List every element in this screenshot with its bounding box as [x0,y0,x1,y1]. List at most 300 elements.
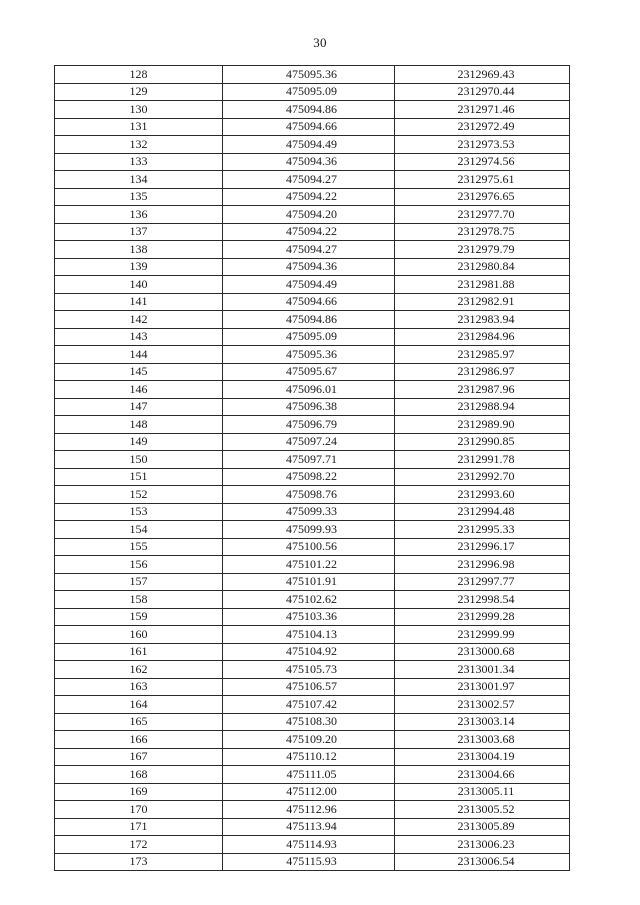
point-number-text: 128 [129,66,148,81]
table-row [55,661,570,679]
y-coordinate-cell [395,276,570,294]
y-coordinate-text: 2312995.33 [457,521,515,536]
point-number-text: 142 [129,311,148,326]
table-row [55,521,570,539]
y-coordinate-cell [395,328,570,346]
x-coordinate-cell [223,136,395,154]
y-coordinate-text: 2312994.48 [457,504,515,519]
x-coordinate-text: 475097.24 [286,434,337,449]
point-number-cell [55,521,223,539]
point-number-text: 149 [129,434,148,449]
point-number-cell [55,556,223,574]
x-coordinate-cell [223,416,395,434]
point-number-cell [55,416,223,434]
point-number-text: 167 [129,749,148,764]
point-number-cell [55,171,223,189]
y-coordinate-cell [395,608,570,626]
y-coordinate-cell [395,801,570,819]
y-coordinate-cell [395,626,570,644]
y-coordinate-text: 2312972.49 [457,119,515,134]
table-row [55,486,570,504]
table-row [55,783,570,801]
y-coordinate-text: 2312970.44 [457,84,515,99]
y-coordinate-text: 2312974.56 [457,154,515,169]
y-coordinate-text: 2313001.97 [457,679,515,694]
point-number-cell [55,801,223,819]
y-coordinate-text: 2312984.96 [457,329,515,344]
x-coordinate-cell [223,696,395,714]
table-row [55,538,570,556]
x-coordinate-text: 475100.56 [286,539,337,554]
x-coordinate-cell [223,591,395,609]
point-number-cell [55,503,223,521]
point-number-cell [55,241,223,259]
x-coordinate-text: 475108.30 [286,714,337,729]
table-row [55,748,570,766]
point-number-text: 151 [129,469,148,484]
x-coordinate-text: 475097.71 [286,451,337,466]
x-coordinate-cell [223,433,395,451]
table-row [55,503,570,521]
point-number-cell [55,311,223,329]
y-coordinate-cell [395,468,570,486]
y-coordinate-cell [395,223,570,241]
point-number-text: 130 [129,101,148,116]
y-coordinate-cell [395,188,570,206]
point-number-text: 171 [129,819,148,834]
x-coordinate-text: 475109.20 [286,731,337,746]
table-row [55,223,570,241]
y-coordinate-text: 2313004.19 [457,749,515,764]
x-coordinate-cell [223,486,395,504]
table-row [55,101,570,119]
point-number-cell [55,486,223,504]
point-number-cell [55,783,223,801]
x-coordinate-cell [223,643,395,661]
y-coordinate-cell [395,153,570,171]
point-number-text: 132 [129,136,148,151]
point-number-cell [55,188,223,206]
point-number-text: 157 [129,574,148,589]
x-coordinate-text: 475094.49 [286,276,337,291]
y-coordinate-cell [395,66,570,84]
y-coordinate-cell [395,101,570,119]
table-row [55,311,570,329]
point-number-cell [55,398,223,416]
y-coordinate-text: 2312976.65 [457,189,515,204]
point-number-text: 165 [129,714,148,729]
y-coordinate-cell [395,311,570,329]
table-row [55,153,570,171]
x-coordinate-cell [223,381,395,399]
table-row [55,276,570,294]
point-number-cell [55,608,223,626]
x-coordinate-cell [223,801,395,819]
point-number-text: 141 [129,294,148,309]
table-row [55,626,570,644]
y-coordinate-text: 2312996.17 [457,539,515,554]
table-row [55,643,570,661]
table-row [55,136,570,154]
x-coordinate-cell [223,451,395,469]
x-coordinate-text: 475099.33 [286,504,337,519]
point-number-cell [55,766,223,784]
table-row [55,731,570,749]
point-number-text: 169 [129,784,148,799]
table-row [55,451,570,469]
x-coordinate-cell [223,521,395,539]
x-coordinate-cell [223,626,395,644]
y-coordinate-cell [395,766,570,784]
point-number-text: 139 [129,259,148,274]
x-coordinate-text: 475105.73 [286,661,337,676]
point-number-text: 161 [129,644,148,659]
x-coordinate-cell [223,853,395,871]
x-coordinate-cell [223,118,395,136]
y-coordinate-cell [395,241,570,259]
table-row [55,818,570,836]
x-coordinate-text: 475094.66 [286,119,337,134]
point-number-cell [55,713,223,731]
point-number-cell [55,363,223,381]
point-number-cell [55,83,223,101]
table-row [55,591,570,609]
table-row [55,696,570,714]
point-number-cell [55,853,223,871]
table-row [55,573,570,591]
point-number-cell [55,591,223,609]
x-coordinate-text: 475113.94 [286,819,337,834]
point-number-cell [55,818,223,836]
table-row [55,66,570,84]
x-coordinate-cell [223,468,395,486]
table-row [55,678,570,696]
table-row [55,433,570,451]
y-coordinate-cell [395,818,570,836]
x-coordinate-cell [223,188,395,206]
table-row [55,363,570,381]
table-row [55,188,570,206]
x-coordinate-cell [223,241,395,259]
x-coordinate-cell [223,608,395,626]
y-coordinate-text: 2312975.61 [457,171,515,186]
y-coordinate-text: 2312979.79 [457,241,515,256]
x-coordinate-text: 475099.93 [286,521,337,536]
x-coordinate-text: 475094.86 [286,101,337,116]
y-coordinate-cell [395,136,570,154]
point-number-text: 158 [129,591,148,606]
y-coordinate-text: 2313001.34 [457,661,515,676]
y-coordinate-cell [395,591,570,609]
point-number-text: 138 [129,241,148,256]
x-coordinate-text: 475094.27 [286,241,337,256]
y-coordinate-cell [395,678,570,696]
point-number-cell [55,381,223,399]
y-coordinate-text: 2312993.60 [457,486,515,501]
x-coordinate-cell [223,171,395,189]
y-coordinate-cell [395,661,570,679]
point-number-text: 168 [129,766,148,781]
point-number-text: 153 [129,504,148,519]
point-number-cell [55,153,223,171]
table-row [55,608,570,626]
x-coordinate-text: 475104.92 [286,644,337,659]
y-coordinate-cell [395,363,570,381]
y-coordinate-cell [395,433,570,451]
table-row [55,118,570,136]
table-row [55,83,570,101]
coordinates-table [54,65,570,871]
point-number-text: 140 [129,276,148,291]
x-coordinate-cell [223,276,395,294]
y-coordinate-text: 2312986.97 [457,364,515,379]
y-coordinate-text: 2312971.46 [457,101,515,116]
point-number-text: 134 [129,171,148,186]
x-coordinate-text: 475094.27 [286,171,337,186]
point-number-text: 136 [129,206,148,221]
point-number-text: 154 [129,521,148,536]
point-number-text: 166 [129,731,148,746]
point-number-cell [55,748,223,766]
y-coordinate-cell [395,696,570,714]
y-coordinate-text: 2313006.54 [457,854,515,869]
point-number-text: 170 [129,801,148,816]
y-coordinate-cell [395,206,570,224]
y-coordinate-text: 2313002.57 [457,696,515,711]
y-coordinate-text: 2312997.77 [457,574,515,589]
x-coordinate-text: 475094.22 [286,224,337,239]
point-number-cell [55,346,223,364]
y-coordinate-cell [395,118,570,136]
y-coordinate-cell [395,521,570,539]
point-number-text: 152 [129,486,148,501]
point-number-cell [55,136,223,154]
y-coordinate-cell [395,556,570,574]
y-coordinate-text: 2312973.53 [457,136,515,151]
table-row [55,766,570,784]
x-coordinate-cell [223,766,395,784]
table-row [55,328,570,346]
point-number-text: 133 [129,154,148,169]
point-number-text: 148 [129,416,148,431]
point-number-cell [55,293,223,311]
x-coordinate-text: 475095.67 [286,364,337,379]
point-number-cell [55,731,223,749]
x-coordinate-cell [223,783,395,801]
x-coordinate-cell [223,398,395,416]
point-number-cell [55,206,223,224]
y-coordinate-cell [395,398,570,416]
x-coordinate-text: 475107.42 [286,696,337,711]
point-number-text: 129 [129,84,148,99]
point-number-cell [55,696,223,714]
point-number-text: 143 [129,329,148,344]
point-number-text: 137 [129,224,148,239]
x-coordinate-cell [223,661,395,679]
page-number: 30 [313,35,327,50]
point-number-text: 131 [129,119,148,134]
y-coordinate-text: 2312996.98 [457,556,515,571]
y-coordinate-text: 2313000.68 [457,644,515,659]
y-coordinate-text: 2313005.89 [457,819,515,834]
point-number-text: 145 [129,364,148,379]
point-number-text: 160 [129,626,148,641]
x-coordinate-text: 475106.57 [286,679,337,694]
y-coordinate-text: 2312999.99 [457,626,515,641]
table-row [55,293,570,311]
y-coordinate-cell [395,573,570,591]
x-coordinate-cell [223,836,395,854]
y-coordinate-text: 2312981.88 [457,276,515,291]
point-number-text: 146 [129,381,148,396]
point-number-text: 150 [129,451,148,466]
point-number-text: 173 [129,854,148,869]
x-coordinate-text: 475115.93 [286,854,337,869]
point-number-text: 156 [129,556,148,571]
point-number-cell [55,573,223,591]
x-coordinate-text: 475095.09 [286,84,337,99]
x-coordinate-cell [223,748,395,766]
y-coordinate-text: 2312992.70 [457,469,515,484]
x-coordinate-text: 475094.36 [286,154,337,169]
y-coordinate-cell [395,503,570,521]
y-coordinate-text: 2312999.28 [457,609,515,624]
x-coordinate-text: 475094.86 [286,311,337,326]
y-coordinate-text: 2313005.11 [457,784,515,799]
table-row [55,381,570,399]
point-number-text: 155 [129,539,148,554]
point-number-text: 135 [129,189,148,204]
point-number-text: 163 [129,679,148,694]
point-number-cell [55,836,223,854]
y-coordinate-text: 2312978.75 [457,224,515,239]
x-coordinate-text: 475094.20 [286,206,337,221]
y-coordinate-cell [395,713,570,731]
point-number-cell [55,643,223,661]
table-row [55,801,570,819]
point-number-text: 172 [129,836,148,851]
y-coordinate-cell [395,783,570,801]
y-coordinate-cell [395,748,570,766]
x-coordinate-cell [223,153,395,171]
table-row [55,836,570,854]
x-coordinate-text: 475101.91 [286,574,337,589]
x-coordinate-cell [223,101,395,119]
y-coordinate-text: 2313004.66 [457,766,515,781]
y-coordinate-text: 2312985.97 [457,346,515,361]
x-coordinate-text: 475096.01 [286,381,337,396]
x-coordinate-text: 475095.36 [286,66,337,81]
point-number-text: 147 [129,399,148,414]
table-row [55,468,570,486]
point-number-cell [55,661,223,679]
x-coordinate-text: 475098.76 [286,486,337,501]
table-row [55,398,570,416]
coordinates-table-body [55,66,570,871]
x-coordinate-text: 475094.49 [286,136,337,151]
x-coordinate-cell [223,311,395,329]
y-coordinate-cell [395,836,570,854]
y-coordinate-text: 2312980.84 [457,259,515,274]
y-coordinate-cell [395,346,570,364]
x-coordinate-text: 475096.38 [286,399,337,414]
point-number-text: 162 [129,661,148,676]
x-coordinate-cell [223,573,395,591]
point-number-cell [55,223,223,241]
point-number-cell [55,451,223,469]
point-number-cell [55,468,223,486]
table-row [55,416,570,434]
y-coordinate-cell [395,731,570,749]
point-number-cell [55,258,223,276]
point-number-cell [55,678,223,696]
x-coordinate-cell [223,328,395,346]
x-coordinate-cell [223,346,395,364]
y-coordinate-text: 2313005.52 [457,801,515,816]
table-row [55,853,570,871]
x-coordinate-text: 475112.96 [286,801,337,816]
y-coordinate-text: 2312987.96 [457,381,515,396]
x-coordinate-cell [223,503,395,521]
x-coordinate-text: 475096.79 [286,416,337,431]
y-coordinate-text: 2313006.23 [457,836,515,851]
x-coordinate-cell [223,206,395,224]
table-row [55,206,570,224]
y-coordinate-cell [395,853,570,871]
point-number-cell [55,626,223,644]
y-coordinate-text: 2312988.94 [457,399,515,414]
y-coordinate-text: 2313003.68 [457,731,515,746]
y-coordinate-text: 2312982.91 [457,294,515,309]
table-row [55,346,570,364]
x-coordinate-text: 475114.93 [286,836,337,851]
point-number-cell [55,118,223,136]
y-coordinate-cell [395,258,570,276]
x-coordinate-text: 475095.09 [286,329,337,344]
point-number-cell [55,101,223,119]
y-coordinate-cell [395,293,570,311]
y-coordinate-text: 2312990.85 [457,434,515,449]
x-coordinate-cell [223,731,395,749]
x-coordinate-text: 475102.62 [286,591,337,606]
y-coordinate-cell [395,451,570,469]
table-row [55,258,570,276]
x-coordinate-cell [223,258,395,276]
table-row [55,713,570,731]
x-coordinate-cell [223,83,395,101]
x-coordinate-cell [223,363,395,381]
y-coordinate-cell [395,643,570,661]
point-number-cell [55,66,223,84]
y-coordinate-text: 2312991.78 [457,451,515,466]
point-number-cell [55,328,223,346]
y-coordinate-cell [395,416,570,434]
y-coordinate-text: 2313003.14 [457,714,515,729]
x-coordinate-cell [223,713,395,731]
table-row [55,171,570,189]
y-coordinate-text: 2312969.43 [457,66,515,81]
point-number-cell [55,276,223,294]
x-coordinate-text: 475094.36 [286,259,337,274]
y-coordinate-text: 2312998.54 [457,591,515,606]
y-coordinate-cell [395,538,570,556]
point-number-text: 164 [129,696,148,711]
point-number-cell [55,538,223,556]
x-coordinate-text: 475095.36 [286,346,337,361]
y-coordinate-cell [395,83,570,101]
x-coordinate-cell [223,556,395,574]
y-coordinate-cell [395,171,570,189]
